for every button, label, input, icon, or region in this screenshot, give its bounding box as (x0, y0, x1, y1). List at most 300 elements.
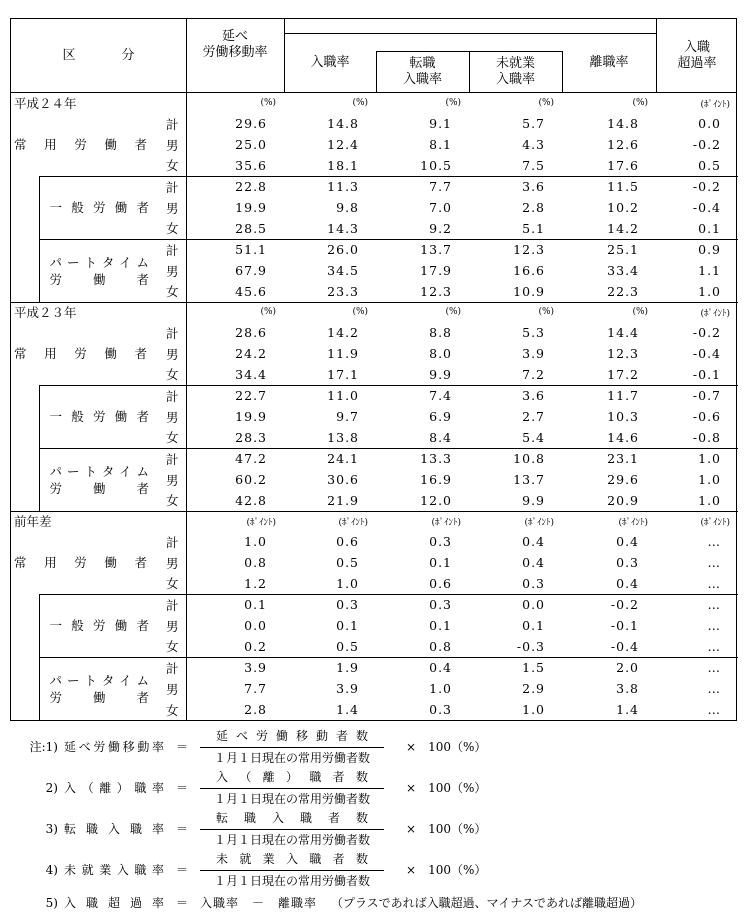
value-cell: 14.4 (607, 325, 640, 340)
header-line: 離職率 (589, 55, 629, 70)
sex-label: 計 (159, 113, 186, 134)
group-label (39, 176, 159, 239)
value-cell: 0.3 (376, 594, 469, 615)
sex-label: 女 (159, 155, 186, 176)
value-cell: 5.3 (522, 325, 546, 340)
value-cell: -0.3 (516, 638, 546, 654)
group-label-line: 労働者 (49, 689, 149, 705)
data-row (11, 176, 738, 197)
equals-sign: ＝ (176, 863, 189, 877)
value-cell: 0.4 (376, 657, 469, 678)
group-label (11, 531, 159, 594)
group-label (39, 448, 159, 511)
unit-label: (ﾎﾟｲﾝﾄ) (376, 511, 469, 531)
value-cell: 7.2 (522, 366, 546, 382)
group-label-line: パートタイム (49, 463, 149, 479)
group-label (39, 594, 159, 657)
value-cell: 0.6 (429, 575, 453, 591)
equals-sign: ＝ (176, 740, 189, 754)
value-cell: 8.4 (429, 429, 453, 445)
year-label: 前年差 (11, 511, 186, 531)
group-label-line: 一般労働者 (49, 200, 149, 215)
value-cell: 9.1 (429, 116, 453, 131)
value-cell: 7.4 (376, 385, 469, 406)
value-cell: 0.1 (522, 618, 546, 633)
value-cell: … (656, 594, 738, 615)
value-cell: -0.2 (562, 594, 656, 615)
value-cell: -0.1 (692, 366, 722, 382)
value-cell: 5.7 (522, 116, 546, 131)
value-cell: 12.0 (420, 492, 453, 508)
value-cell: 20.9 (607, 492, 640, 508)
value-cell: 13.8 (327, 429, 360, 445)
year-label: 平成２４年 (11, 93, 186, 113)
value-cell: 9.9 (522, 492, 546, 508)
value-cell: 28.5 (235, 220, 268, 236)
unit-label: (%) (284, 302, 376, 322)
header-kubun (11, 19, 186, 93)
value-cell: -0.7 (656, 385, 738, 406)
value-cell: 0.5 (698, 157, 722, 173)
header-group-rule (284, 33, 656, 34)
value-cell: 2.9 (522, 681, 546, 696)
value-cell: 24.2 (235, 346, 268, 361)
value-cell: 11.5 (562, 176, 656, 197)
value-cell: 60.2 (235, 472, 268, 487)
sex-label: 女 (159, 281, 186, 302)
value-cell: 16.9 (420, 472, 453, 487)
value-cell: -0.2 (692, 137, 722, 152)
header-kubun-label: 区分 (62, 48, 135, 63)
value-cell: 10.9 (513, 283, 546, 299)
value-cell: 2.7 (522, 409, 546, 424)
note-5 (14, 896, 740, 911)
header-accession-rate (284, 33, 376, 93)
value-cell: … (656, 657, 738, 678)
value-cell: 13.3 (376, 448, 469, 469)
group-label-line: 労働者 (49, 480, 149, 496)
fraction (200, 769, 384, 808)
sex-label: 女 (159, 364, 186, 385)
value-cell: 0.0 (698, 116, 722, 131)
value-cell: 1.2 (244, 575, 268, 591)
fraction-numerator: 転職入職者数 (200, 810, 384, 830)
value-cell: 14.2 (327, 325, 360, 340)
data-row (11, 239, 738, 260)
value-cell: 0.0 (244, 618, 268, 633)
sex-label: 女 (159, 427, 186, 448)
value-cell: … (707, 702, 722, 717)
equals-sign: ＝ (176, 781, 189, 795)
data-row (11, 448, 738, 469)
sex-label: 計 (159, 239, 186, 260)
value-cell: 7.5 (522, 157, 546, 173)
note-term: 延べ労働移動率 (64, 740, 164, 754)
unit-label: (%) (445, 98, 462, 108)
value-cell: 13.7 (513, 472, 546, 487)
value-cell: 0.3 (522, 575, 546, 591)
value-cell: 21.9 (327, 492, 360, 508)
value-cell: 0.1 (698, 220, 722, 236)
fraction (200, 728, 384, 767)
note-term: 入職超過率 (64, 896, 164, 910)
value-cell: 8.8 (429, 325, 453, 340)
indent-cell (11, 176, 39, 239)
data-row (11, 657, 738, 678)
sex-label: 計 (159, 322, 186, 343)
value-cell: 1.0 (698, 283, 722, 299)
sex-label: 女 (159, 218, 186, 239)
value-cell: … (707, 575, 722, 591)
value-cell: 17.2 (607, 366, 640, 382)
value-cell: 0.3 (429, 702, 453, 717)
sex-label: 計 (159, 176, 186, 197)
note-multiplier: × 100（%） (406, 822, 487, 836)
sex-label: 計 (159, 594, 186, 615)
value-cell: 1.4 (616, 702, 640, 717)
value-cell: 16.6 (513, 263, 546, 278)
value-cell: 28.3 (235, 429, 268, 445)
value-cell: 10.5 (420, 157, 453, 173)
value-cell: 1.1 (698, 263, 722, 278)
header-nonemployed-accession-rate (469, 51, 562, 93)
value-cell: 14.8 (327, 116, 360, 131)
group-label (39, 239, 159, 302)
data-row (11, 322, 738, 343)
unit-label: (%) (632, 98, 649, 108)
value-cell: 0.3 (616, 555, 640, 570)
note-number: 3) (45, 822, 58, 836)
unit-label: (%) (352, 98, 369, 108)
year-label: 平成２３年 (11, 302, 186, 322)
value-cell: 10.3 (607, 409, 640, 424)
value-cell: 3.9 (336, 681, 360, 696)
sex-label: 計 (159, 385, 186, 406)
fraction-numerator: 入（離）職者数 (200, 769, 384, 789)
fraction (200, 851, 384, 890)
value-cell: 9.2 (429, 220, 453, 236)
indent-cell (11, 594, 39, 657)
header-line: 入職率 (495, 72, 535, 87)
data-row (11, 531, 738, 552)
data-row (11, 594, 738, 615)
value-cell: 8.0 (429, 346, 453, 361)
value-cell: 45.6 (235, 283, 268, 299)
data-row (11, 385, 738, 406)
value-cell: 19.9 (235, 200, 268, 215)
value-cell: 1.0 (698, 492, 722, 508)
group-label-line: 一般労働者 (49, 618, 149, 633)
value-cell: … (707, 638, 722, 654)
header-line: 超過率 (677, 56, 717, 71)
value-cell: 0.9 (656, 239, 738, 260)
note-remark: （プラスであれば入職超過、マイナスであれば離職超過） (331, 896, 642, 910)
value-cell: 34.5 (327, 263, 360, 278)
value-cell: 23.3 (327, 283, 360, 299)
header-total-mobility-rate (186, 19, 284, 93)
value-cell: -0.6 (692, 409, 722, 424)
value-cell: 7.0 (429, 200, 453, 215)
fraction-denominator: １月１日現在の常用労働者数 (214, 874, 371, 888)
value-cell: 12.3 (420, 283, 453, 299)
value-cell: 7.7 (376, 176, 469, 197)
value-cell: 0.8 (429, 638, 453, 654)
header-line: 入職率 (402, 72, 442, 87)
note-term: 未就業入職率 (64, 863, 164, 877)
value-cell: 5.1 (522, 220, 546, 236)
group-label (11, 113, 159, 176)
value-cell: -0.4 (610, 638, 640, 654)
value-cell: -0.2 (692, 325, 722, 340)
value-cell: 9.8 (336, 200, 360, 215)
value-cell: 11.3 (284, 176, 376, 197)
value-cell: 9.9 (429, 366, 453, 382)
value-cell: 42.8 (235, 492, 268, 508)
unit-label: (%) (538, 98, 555, 108)
value-cell: 1.0 (244, 534, 268, 549)
value-cell: 5.4 (522, 429, 546, 445)
table-body (11, 93, 738, 720)
value-cell: 23.1 (562, 448, 656, 469)
unit-label: (%) (469, 302, 562, 322)
group-label (39, 657, 159, 720)
sex-label: 女 (159, 636, 186, 657)
group-label-line: パートタイム (49, 672, 149, 688)
value-cell: 3.9 (522, 346, 546, 361)
note-number: 2) (45, 781, 58, 795)
group-label (39, 385, 159, 448)
value-cell: 18.1 (327, 157, 360, 173)
sex-label: 男 (159, 469, 186, 490)
sex-label: 男 (159, 134, 186, 155)
value-cell: 0.1 (429, 555, 453, 570)
value-cell: 25.1 (562, 239, 656, 260)
year-row (11, 511, 738, 531)
value-cell: 7.7 (244, 681, 268, 696)
fraction-denominator: １月１日現在の常用労働者数 (214, 792, 371, 806)
data-row (11, 113, 738, 134)
value-cell: 35.6 (235, 157, 268, 173)
header-divider (186, 19, 187, 93)
value-cell: 26.0 (284, 239, 376, 260)
value-cell: 67.9 (235, 263, 268, 278)
indent-cell (11, 448, 39, 511)
fraction-numerator: 延べ労働移動者数 (200, 728, 384, 748)
group-label-line: 常用労働者 (14, 345, 147, 361)
value-cell: 14.2 (607, 220, 640, 236)
header-line: 延べ (221, 29, 248, 44)
value-cell: 29.6 (235, 116, 268, 131)
value-cell: 17.6 (607, 157, 640, 173)
group-label-line: 常用労働者 (14, 136, 147, 152)
sex-label: 男 (159, 615, 186, 636)
value-cell: 17.1 (327, 366, 360, 382)
group-label (11, 322, 159, 385)
value-cell: 22.3 (607, 283, 640, 299)
value-cell: 11.0 (284, 385, 376, 406)
value-cell: 0.5 (336, 555, 360, 570)
value-cell: 0.8 (244, 555, 268, 570)
fraction (200, 810, 384, 849)
group-label-line: パートタイム (49, 254, 149, 270)
value-cell: 0.1 (186, 594, 284, 615)
indent-cell (11, 239, 39, 302)
value-cell: 13.7 (376, 239, 469, 260)
header-line: 労働移動率 (202, 45, 268, 60)
sex-label: 男 (159, 406, 186, 427)
value-cell: 0.3 (284, 594, 376, 615)
unit-label: (ﾎﾟｲﾝﾄ) (656, 511, 738, 531)
value-cell: 1.0 (336, 575, 360, 591)
value-cell: 0.5 (336, 638, 360, 654)
value-cell: 2.8 (522, 200, 546, 215)
group-label-line: 一般労働者 (49, 409, 149, 424)
note-3 (14, 810, 740, 849)
value-cell: 3.9 (186, 657, 284, 678)
table-grid (11, 93, 738, 720)
value-cell: 2.8 (244, 702, 268, 717)
value-cell: 12.3 (607, 346, 640, 361)
value-cell: 22.7 (186, 385, 284, 406)
fraction-numerator: 未就業入職者数 (200, 851, 384, 871)
value-cell: 12.4 (327, 137, 360, 152)
value-cell: 12.3 (469, 239, 562, 260)
value-cell: -0.1 (610, 618, 640, 633)
value-cell: 0.6 (336, 534, 360, 549)
note-multiplier: × 100（%） (406, 781, 487, 795)
indent-cell (11, 385, 39, 448)
note-number: 4) (45, 863, 58, 877)
note-formula: 入職率 － 離職率 (200, 896, 318, 910)
value-cell: 1.0 (522, 702, 546, 717)
header-divider (562, 51, 563, 93)
header-jobchange-accession-rate (376, 51, 469, 93)
fraction-denominator: １月１日現在の常用労働者数 (214, 751, 371, 765)
unit-label: (ﾎﾟｲﾝﾄ) (700, 99, 731, 110)
value-cell: 0.4 (522, 534, 546, 549)
note-multiplier: × 100（%） (406, 740, 487, 754)
header-divider (656, 19, 657, 93)
labor-mobility-table (10, 18, 737, 721)
value-cell: -0.8 (692, 429, 722, 445)
value-cell: … (707, 618, 722, 633)
equals-sign: ＝ (176, 896, 189, 910)
equals-sign: ＝ (176, 822, 189, 836)
value-cell: 51.1 (186, 239, 284, 260)
header-divider (469, 51, 470, 93)
value-cell: 24.1 (284, 448, 376, 469)
value-cell: -0.4 (692, 200, 722, 215)
unit-label: (ﾎﾟｲﾝﾄ) (469, 511, 562, 531)
value-cell: -0.4 (692, 346, 722, 361)
value-cell: 0.4 (522, 555, 546, 570)
year-row (11, 93, 738, 113)
value-cell: 11.9 (327, 346, 360, 361)
header-divider (376, 51, 377, 93)
value-cell: 3.6 (469, 385, 562, 406)
note-2 (14, 769, 740, 808)
value-cell: … (707, 555, 722, 570)
value-cell: 0.4 (616, 534, 640, 549)
group-label-line: 労働者 (49, 271, 149, 287)
note-1 (14, 728, 740, 767)
sex-label: 計 (159, 448, 186, 469)
sex-label: 女 (159, 699, 186, 720)
value-cell: 0.3 (429, 534, 453, 549)
unit-label: (%) (186, 302, 284, 322)
sex-label: 計 (159, 531, 186, 552)
fraction-denominator: １月１日現在の常用労働者数 (214, 833, 371, 847)
header-line: 入職 (683, 40, 710, 55)
note-term: 入（離）職率 (64, 781, 164, 795)
unit-label: (ﾎﾟｲﾝﾄ) (186, 511, 284, 531)
value-cell: 14.6 (607, 429, 640, 445)
value-cell: 14.8 (607, 116, 640, 131)
header-separation-rate (562, 33, 656, 93)
value-cell: 17.9 (420, 263, 453, 278)
sex-label: 男 (159, 260, 186, 281)
unit-label: (ﾎﾟｲﾝﾄ) (562, 511, 656, 531)
note-multiplier: × 100（%） (406, 863, 487, 877)
note-number: 5) (45, 896, 58, 910)
sex-label: 女 (159, 490, 186, 511)
unit-label: (%) (376, 302, 469, 322)
value-cell: 1.0 (656, 448, 738, 469)
value-cell: 30.6 (327, 472, 360, 487)
value-cell: 34.4 (235, 366, 268, 382)
value-cell: 11.7 (562, 385, 656, 406)
indent-cell (11, 657, 39, 720)
value-cell: 0.2 (244, 638, 268, 654)
header-line: 転職 (409, 56, 436, 71)
value-cell: 9.7 (336, 409, 360, 424)
value-cell: 4.3 (522, 137, 546, 152)
sex-label: 男 (159, 678, 186, 699)
value-cell: 10.2 (607, 200, 640, 215)
value-cell: 19.9 (235, 409, 268, 424)
value-cell: 8.1 (429, 137, 453, 152)
value-cell: 22.8 (186, 176, 284, 197)
value-cell: 29.6 (607, 472, 640, 487)
value-cell: 6.9 (429, 409, 453, 424)
value-cell: 1.5 (469, 657, 562, 678)
value-cell: 1.0 (698, 472, 722, 487)
note-number: 注:1) (29, 740, 58, 754)
sex-label: 男 (159, 552, 186, 573)
sex-label: 計 (159, 657, 186, 678)
year-row (11, 302, 738, 322)
header-accession-excess-rate (656, 19, 738, 93)
value-cell: 3.8 (616, 681, 640, 696)
unit-label: (ﾎﾟｲﾝﾄ) (656, 302, 738, 322)
value-cell: 2.0 (562, 657, 656, 678)
value-cell: … (707, 681, 722, 696)
value-cell: -0.2 (656, 176, 738, 197)
value-cell: 1.4 (336, 702, 360, 717)
value-cell: 0.1 (429, 618, 453, 633)
value-cell: 1.0 (429, 681, 453, 696)
note-4 (14, 851, 740, 890)
value-cell: 1.9 (284, 657, 376, 678)
value-cell: 0.4 (616, 575, 640, 591)
value-cell: 33.4 (607, 263, 640, 278)
value-cell: 0.0 (469, 594, 562, 615)
value-cell: 14.3 (327, 220, 360, 236)
table-header (11, 19, 736, 93)
value-cell: 0.1 (336, 618, 360, 633)
header-divider (284, 19, 285, 93)
group-label-line: 常用労働者 (14, 554, 147, 570)
